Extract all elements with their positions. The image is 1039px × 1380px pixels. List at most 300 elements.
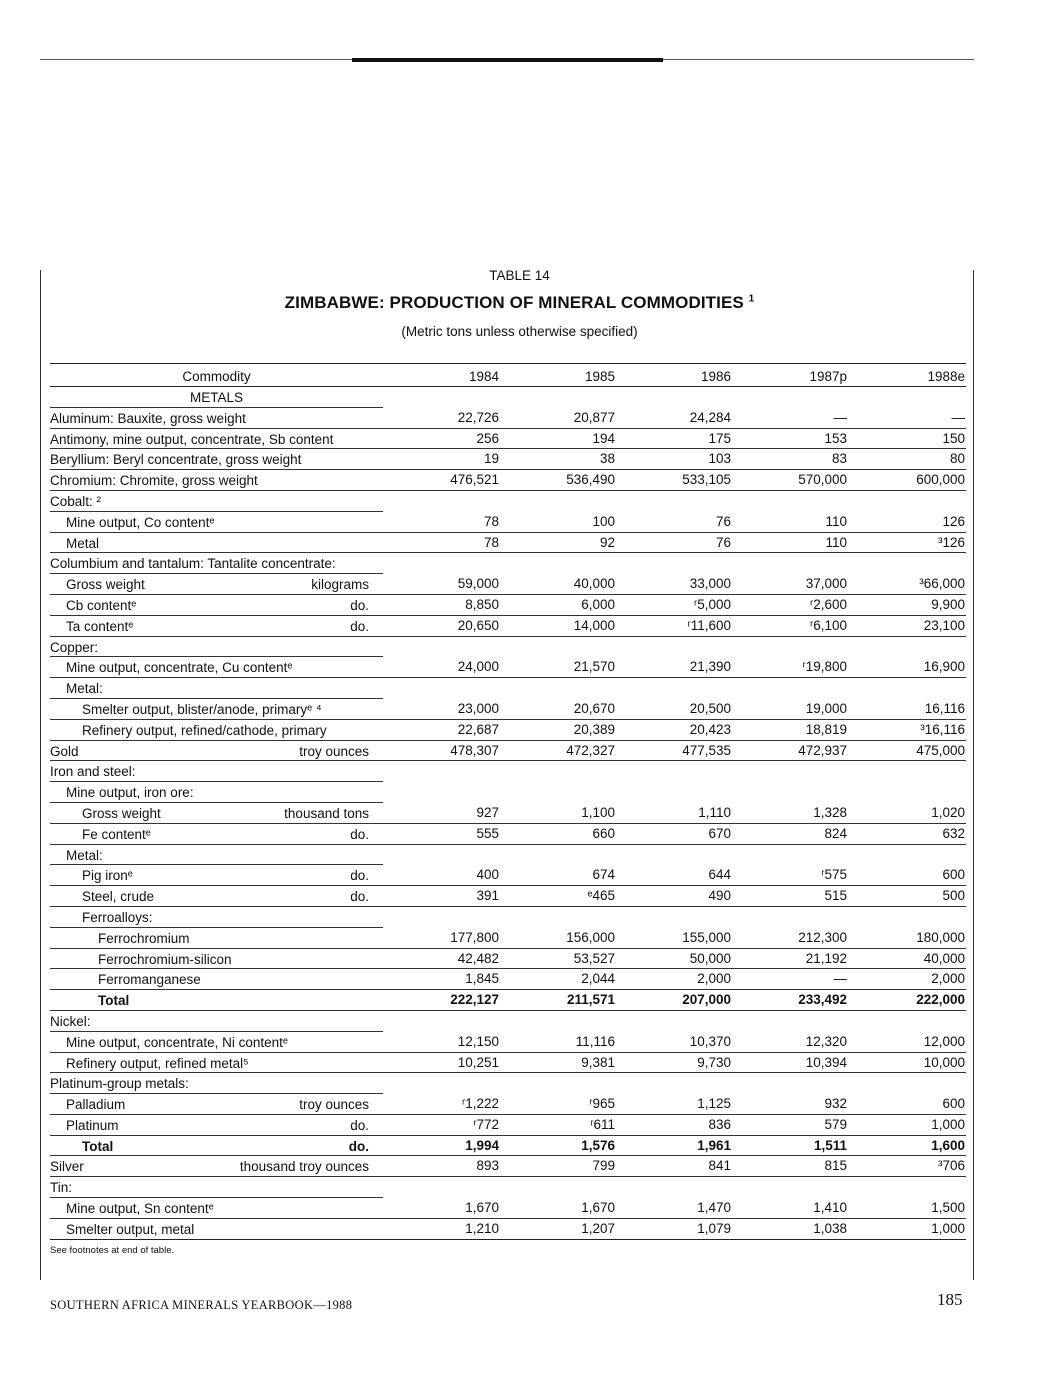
commodity-label: Ferrochromium [98,930,190,946]
table-row [50,616,966,637]
table-label: TABLE 14 [489,268,550,283]
commodity-label: Total [82,1138,114,1154]
value-1985: ʳ611 [590,1116,615,1132]
value-1984: 19 [483,451,499,467]
value-1984: 8,850 [465,596,499,612]
unit-label: kilograms [311,577,369,593]
commodity-label: Refinery output, refined/cathode, primary [82,722,327,738]
value-1986: ʳ5,000 [693,596,731,612]
value-1986: 103 [708,451,731,467]
value-1987: 153 [824,430,847,446]
value-1986: 155,000 [682,929,731,945]
value-1986: 644 [708,867,731,883]
value-1984: 555 [476,825,499,841]
table-title [0,293,1039,313]
value-1988: ³126 [937,534,965,550]
commodity-cell [50,1053,383,1074]
value-1986: 490 [708,888,731,904]
top-accent-bar [352,58,663,62]
value-1987: 19,000 [805,700,847,716]
commodity-cell [50,429,383,450]
value-1985: 21,570 [573,659,615,675]
value-1984: 1,670 [465,1200,499,1216]
value-1988: 2,000 [931,971,965,987]
value-1984: 893 [476,1158,499,1174]
commodity-label: Mine output, concentrate, Cu contentᵉ [66,660,293,676]
value-1984: 10,251 [457,1054,499,1070]
table-row [50,1073,966,1094]
column-header-1985: 1985 [584,369,615,384]
value-1985: 100 [592,513,615,529]
table-row [50,574,966,595]
value-1988: 80 [949,451,965,467]
page-number: 185 [937,1290,963,1309]
table-row [50,637,966,658]
commodity-cell [50,845,383,866]
table-row [50,1032,966,1053]
value-1988: 16,116 [924,700,965,716]
table-row [50,449,966,470]
table-row [50,1136,966,1157]
table-row [50,824,966,845]
unit-label: do. [350,889,369,905]
table-row [50,1219,966,1240]
value-1988: 600 [942,867,965,883]
value-1986: ʳ11,600 [687,617,731,633]
table-row [50,720,966,741]
value-1984: 59,000 [457,576,499,592]
column-header-1986: 1986 [700,369,731,384]
value-1987: 21,192 [805,950,847,966]
value-1985: 9,381 [581,1054,615,1070]
commodity-label: Metal [66,535,100,551]
commodity-cell [50,678,383,699]
commodity-cell [50,449,383,470]
commodity-label: Mine output, Co contentᵉ [66,514,215,530]
value-1987: 1,410 [813,1200,847,1216]
value-1986: 2,000 [697,971,731,987]
value-1985: 53,527 [573,950,615,966]
value-1987: 815 [824,1158,847,1174]
commodity-cell [50,824,383,845]
value-1985: 38 [599,451,615,467]
value-1986: 1,470 [697,1200,731,1216]
commodity-label: Gross weight [82,805,161,821]
commodity-cell [50,533,383,554]
value-1987: 83 [831,451,847,467]
table-row [50,886,966,907]
commodity-cell [50,553,383,574]
commodity-label: Ferroalloys: [82,909,153,925]
value-1988: 600,000 [916,472,965,488]
commodity-label: Ferrochromium-silicon [98,951,232,967]
table-row [50,491,966,512]
commodity-cell [50,408,383,429]
table-row [50,512,966,533]
commodity-label: Silver [50,1159,84,1175]
table-row [50,678,966,699]
commodity-cell [50,741,383,762]
value-1986: 1,110 [698,804,731,820]
commodity-cell [50,512,383,533]
table-row [50,470,966,491]
table-body [50,387,966,1240]
unit-label: thousand tons [284,805,369,821]
commodity-cell [50,1073,383,1094]
value-1985: 674 [592,867,615,883]
table-row [50,387,966,408]
value-1986: 21,390 [689,659,731,675]
value-1985: ᵉ465 [587,888,615,904]
title-footnote-marker: 1 [748,293,755,305]
commodity-label: Total [98,993,130,1009]
value-1988: ³16,116 [920,721,965,737]
value-1986: 533,105 [682,472,731,488]
value-1987: 932 [824,1096,847,1112]
commodity-label: Refinery output, refined metal⁵ [66,1055,249,1071]
value-1986: 9,730 [697,1054,731,1070]
table-row [50,699,966,720]
value-1987: ʳ575 [821,867,847,883]
unit-label: do. [350,868,369,884]
table-row [50,1053,966,1074]
value-1988: 1,600 [931,1137,965,1153]
value-1984: 1,845 [465,971,499,987]
value-1987: ʳ19,800 [802,659,847,675]
commodity-label: METALS [189,390,243,405]
commodity-cell [50,491,383,512]
commodity-label: Fe contentᵉ [82,826,151,842]
value-1984: 1,210 [465,1220,499,1236]
value-1987: — [833,971,847,987]
value-1988: 12,000 [923,1033,965,1049]
unit-label: thousand troy ounces [239,1159,369,1175]
commodity-cell [50,1094,383,1115]
value-1985: 1,100 [581,804,615,820]
commodity-label: Mine output, iron ore: [66,785,194,801]
column-header-commodity: Commodity [182,369,251,384]
value-1984: 256 [476,430,499,446]
value-1988: 632 [942,825,965,841]
value-1987: 10,394 [805,1054,847,1070]
value-1984: 42,482 [457,950,499,966]
value-1988: — [951,409,965,425]
commodity-cell [50,699,383,720]
table-row [50,533,966,554]
unit-label: do. [350,597,369,613]
value-1984: 927 [476,804,499,820]
value-1984: 78 [483,513,499,529]
value-1986: 477,535 [682,742,731,758]
commodity-cell [50,616,383,637]
value-1987: 110 [825,513,847,529]
left-margin-rule [40,270,41,1280]
value-1985: 799 [592,1158,615,1174]
value-1988: 1,500 [931,1200,965,1216]
unit-label: do. [350,826,369,842]
table-row [50,969,966,990]
commodity-cell [50,1219,383,1240]
value-1988: 10,000 [923,1054,965,1070]
table-row [50,865,966,886]
value-1985: 660 [592,825,615,841]
value-1986: 1,079 [697,1220,731,1236]
column-header-1987: 1987p [809,369,847,384]
value-1984: 20,650 [457,617,499,633]
value-1988: 222,000 [916,992,965,1008]
commodity-label: Mine output, concentrate, Ni contentᵉ [66,1034,288,1050]
commodity-cell [50,1115,383,1136]
value-1984: 24,000 [457,659,499,675]
value-1986: 1,961 [697,1137,731,1153]
value-1984: 22,687 [457,721,499,737]
commodity-label: Cb contentᵉ [66,597,137,613]
value-1985: 472,327 [566,742,615,758]
table-row [50,803,966,824]
commodity-cell [50,1032,383,1053]
value-1985: 211,571 [566,992,615,1008]
value-1985: 6,000 [581,596,615,612]
production-table [50,363,966,1240]
commodity-label: Cobalt: ² [50,493,102,509]
commodity-cell [50,949,383,970]
commodity-cell [50,387,383,408]
table-row [50,595,966,616]
value-1987: ʳ2,600 [809,596,847,612]
commodity-label: Platinum-group metals: [50,1076,189,1092]
value-1988: ³66,000 [919,576,965,592]
table-row [50,782,966,803]
value-1987: 570,000 [798,472,847,488]
footer-publication: SOUTHERN AFRICA MINERALS YEARBOOK—1988 [50,1298,353,1312]
commodity-cell [50,637,383,658]
value-1988: 150 [942,430,965,446]
value-1986: 24,284 [689,409,731,425]
commodity-label: Mine output, Sn contentᵉ [66,1201,214,1217]
value-1984: 222,127 [450,992,499,1008]
value-1984: ʳ1,222 [461,1096,499,1112]
commodity-label: Tin: [50,1180,73,1196]
table-row [50,408,966,429]
value-1985: 1,576 [581,1137,615,1153]
commodity-label: Gross weight [66,577,145,593]
value-1984: 23,000 [457,700,499,716]
right-margin-rule [973,270,974,1280]
value-1988: 16,900 [923,659,965,675]
value-1988: 126 [942,513,965,529]
value-1986: 50,000 [689,950,731,966]
value-1987: 12,320 [805,1033,847,1049]
commodity-label: Smelter output, metal [66,1221,195,1237]
value-1988: 9,900 [931,596,965,612]
commodity-cell [50,1156,383,1177]
table-row [50,429,966,450]
value-1985: 11,116 [575,1033,615,1049]
commodity-cell [50,1177,383,1198]
table-row [50,1011,966,1032]
value-1985: 1,670 [581,1200,615,1216]
table-row [50,553,966,574]
value-1986: 76 [715,534,731,550]
value-1988: 180,000 [916,929,965,945]
commodity-cell [50,1136,383,1157]
value-1984: 177,800 [450,929,499,945]
value-1985: 92 [599,534,615,550]
value-1986: 841 [708,1158,731,1174]
column-header-1984: 1984 [468,369,499,384]
value-1987: 824 [824,825,847,841]
value-1986: 33,000 [689,576,731,592]
value-1988: 1,020 [931,804,965,820]
commodity-label: Gold [50,743,79,759]
commodity-label: Metal: [66,847,103,863]
value-1987: 1,038 [813,1220,847,1236]
table-row [50,1156,966,1177]
commodity-label: Smelter output, blister/anode, primaryᵉ ⁴ [82,701,322,717]
footnote-reference: See footnotes at end of table. [50,1245,175,1256]
value-1984: 22,726 [457,409,499,425]
commodity-label: Iron and steel: [50,764,136,780]
value-1988: 23,100 [923,617,965,633]
value-1986: 670 [708,825,731,841]
commodity-cell [50,886,383,907]
value-1987: 1,511 [813,1137,847,1153]
table-row [50,949,966,970]
value-1985: 194 [592,430,615,446]
commodity-cell [50,595,383,616]
value-1988: 600 [942,1096,965,1112]
commodity-label: Nickel: [50,1013,91,1029]
commodity-cell [50,1198,383,1219]
table-row [50,928,966,949]
value-1988: 1,000 [931,1116,965,1132]
table-row [50,741,966,762]
unit-label: troy ounces [299,1097,369,1113]
commodity-cell [50,574,383,595]
value-1984: 78 [483,534,499,550]
value-1987: ʳ6,100 [809,617,847,633]
value-1988: 500 [942,888,965,904]
commodity-cell [50,865,383,886]
unit-label: do. [348,1138,369,1154]
value-1987: 579 [824,1116,847,1132]
row-rule [50,1239,966,1240]
unit-label: do. [350,1117,369,1133]
value-1985: 40,000 [573,576,615,592]
value-1985: 14,000 [573,617,615,633]
value-1985: ʳ965 [589,1096,615,1112]
commodity-cell [50,470,383,491]
commodity-cell [50,803,383,824]
commodity-label: Pig ironᵉ [82,868,133,884]
commodity-label: Columbium and tantalum: Tantalite concentrate: [50,556,336,572]
value-1988: 1,000 [931,1220,965,1236]
value-1987: 18,819 [805,721,847,737]
value-1986: 1,125 [697,1096,731,1112]
value-1985: 156,000 [566,929,615,945]
commodity-label: Beryllium: Beryl concentrate, gross weight [50,452,302,468]
commodity-label: Steel, crude [82,889,155,905]
value-1987: 472,937 [798,742,847,758]
table-header-row [50,363,966,387]
value-1988: 40,000 [923,950,965,966]
commodity-cell [50,907,383,928]
table-row [50,907,966,928]
value-1988: ³706 [937,1158,965,1174]
value-1987: — [833,409,847,425]
column-header-1988: 1988e [927,369,965,384]
table-subtitle: (Metric tons unless otherwise specified) [401,324,638,339]
commodity-label: Ferromanganese [98,972,201,988]
value-1987: 233,492 [798,992,847,1008]
value-1984: 1,994 [465,1137,499,1153]
commodity-cell [50,969,383,990]
table-row [50,1094,966,1115]
value-1984: 478,307 [450,742,499,758]
table-title-text: ZIMBABWE: PRODUCTION OF MINERAL COMMODITIES [284,293,744,312]
commodity-label: Copper: [50,639,99,655]
value-1984: 476,521 [450,472,499,488]
value-1986: 20,423 [689,721,731,737]
value-1987: 110 [825,534,847,550]
value-1985: 2,044 [581,971,615,987]
commodity-label: Platinum [66,1117,119,1133]
value-1985: 1,207 [581,1220,615,1236]
table-row [50,1177,966,1198]
value-1985: 20,670 [573,700,615,716]
value-1986: 175 [708,430,731,446]
value-1984: 391 [476,888,499,904]
value-1986: 20,500 [689,700,731,716]
commodity-cell [50,990,383,1011]
value-1988: 475,000 [916,742,965,758]
value-1987: 515 [824,888,847,904]
commodity-label: Antimony, mine output, concentrate, Sb content [50,431,334,447]
commodity-label: Chromium: Chromite, gross weight [50,473,258,489]
table-row [50,1198,966,1219]
commodity-cell [50,782,383,803]
value-1987: 1,328 [813,804,847,820]
commodity-label: Ta contentᵉ [66,618,134,634]
value-1987: 37,000 [805,576,847,592]
commodity-label: Aluminum: Bauxite, gross weight [50,410,246,426]
value-1984: 400 [476,867,499,883]
value-1985: 20,389 [573,721,615,737]
value-1986: 836 [708,1116,731,1132]
table-row [50,990,966,1011]
value-1985: 20,877 [573,409,615,425]
commodity-label: Metal: [66,681,103,697]
commodity-cell [50,720,383,741]
unit-label: troy ounces [299,743,369,759]
commodity-cell [50,761,383,782]
value-1984: ʳ772 [473,1116,499,1132]
commodity-label: Palladium [66,1097,126,1113]
table-row [50,657,966,678]
commodity-cell [50,657,383,678]
unit-label: do. [350,618,369,634]
value-1985: 536,490 [566,472,615,488]
value-1986: 207,000 [682,992,731,1008]
commodity-cell [50,928,383,949]
value-1984: 12,150 [457,1033,499,1049]
value-1986: 10,370 [689,1033,731,1049]
value-1986: 76 [715,513,731,529]
table-row [50,1115,966,1136]
table-row [50,761,966,782]
commodity-cell [50,1011,383,1032]
value-1987: 212,300 [798,929,847,945]
